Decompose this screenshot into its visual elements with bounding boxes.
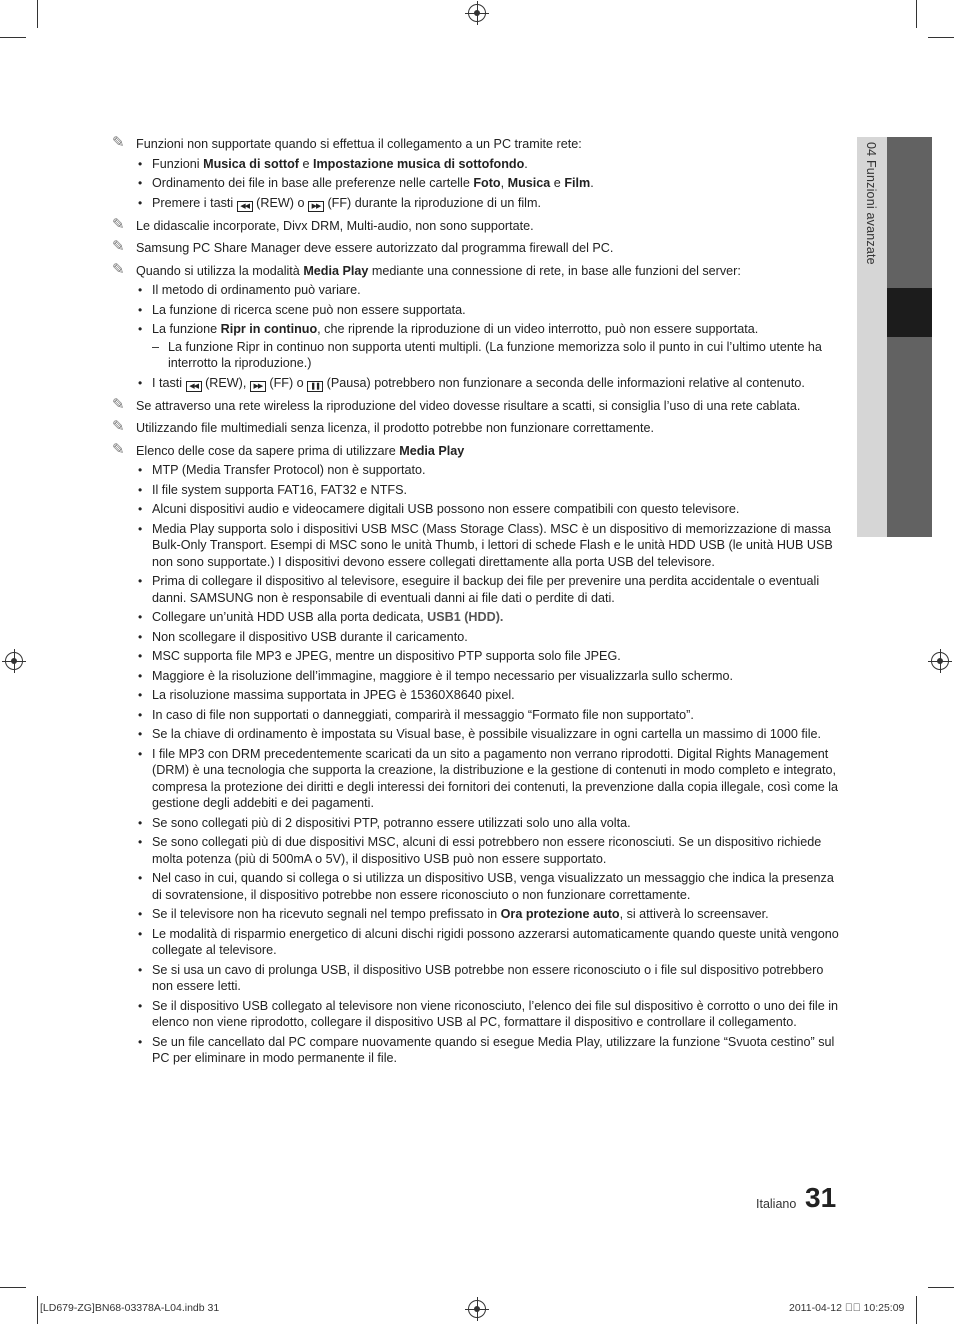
list-item: • Maggiore è la risoluzione dell’immagine, maggiore è il tempo necessario per visualizzarla sullo schermo.	[136, 668, 842, 685]
list-item: • MSC supporta file MP3 e JPEG, mentre un dispositivo PTP supporta solo file JPEG.	[136, 648, 842, 665]
text: (FF) o	[265, 375, 308, 390]
crop-mark	[916, 0, 917, 28]
text: La funzione Ripr in continuo non supporta utenti multipli. (La funzione memorizza solo il punto in cui l’ultimo utente ha interrotto la riproduzione.)	[168, 339, 822, 370]
bullet-list	[136, 282, 842, 392]
text: Funzioni	[152, 156, 204, 171]
crop-mark	[916, 1296, 917, 1324]
notes-content	[112, 136, 842, 1073]
text: I tasti	[152, 375, 186, 390]
note-wireless	[112, 395, 842, 415]
list-item: • Media Play supporta solo i dispositivi USB MSC (Mass Storage Class). MSC è un dispositivo di memorizzazione di massa Bulk-Only Transport. Esempi di MSC sono le unità Thumb, i lettori di schede Flash e le unità HDD USB (le unità HUB USB non sono supportate.) I dispositivi devono essere collegati direttamente alla porta USB del televisore.	[136, 521, 842, 571]
note-subtitles	[112, 215, 842, 235]
bold-term: Ripr in continuo	[220, 322, 318, 336]
dash-mark: –	[152, 339, 160, 354]
text: (REW),	[201, 375, 250, 390]
registration-mark-icon	[468, 1300, 486, 1318]
bullet-list	[136, 156, 842, 212]
bold-term: Media Play	[399, 443, 465, 458]
note-text: Funzioni non supportate quando si effettua il collegamento a un PC tramite rete:	[136, 137, 582, 151]
list-item: • Non scollegare il dispositivo USB durante il caricamento.	[136, 629, 842, 646]
text: (REW) o	[252, 195, 308, 210]
list-item	[136, 195, 842, 212]
text: La funzione	[152, 322, 221, 336]
bullet-list	[136, 462, 842, 1067]
list-item: • Nel caso in cui, quando si collega o si utilizza un dispositivo USB, venga visualizzato un messaggio che indica la presenza di sovratensione, il dispositivo potrebbe non essere riconosciuto o non funzionare correttamente.	[136, 870, 842, 903]
rewind-key-icon: ◀◀	[186, 381, 202, 392]
note-media-play-network	[112, 260, 842, 392]
list-item	[136, 321, 842, 372]
list-item: • Alcuni dispositivi audio e videocamere digitali USB possono non essere compatibili con questo televisore.	[136, 501, 842, 518]
list-item: • Se sono collegati più di 2 dispositivi PTP, potranno essere utilizzati solo uno alla volta.	[136, 815, 842, 832]
crop-mark	[37, 1296, 38, 1324]
text: Collegare un’unità HDD USB alla porta dedicata,	[152, 610, 428, 624]
list-item	[136, 175, 842, 192]
text: , si attiverà lo screensaver.	[619, 907, 769, 921]
list-item: • Se si usa un cavo di prolunga USB, il dispositivo USB potrebbe non essere riconosciuto o i file sul dispositivo potrebbero non essere letti.	[136, 962, 842, 995]
pause-key-icon: ❚❚	[307, 381, 323, 392]
text: e	[298, 156, 313, 171]
bold-term: Musica	[507, 176, 551, 190]
chapter-tab-indicator	[887, 288, 932, 337]
list-item: • Se un file cancellato dal PC compare nuovamente quando si esegue Media Play, utilizzare la funzione “Svuota cestino” sul PC per eliminare in modo permanente il file.	[136, 1034, 842, 1067]
bold-term: Film	[564, 176, 591, 190]
list-item	[136, 375, 842, 392]
list-item: • La funzione di ricerca scene può non essere supportata.	[136, 302, 842, 319]
bold-term: Musica di sottof	[203, 156, 299, 171]
list-item: • MTP (Media Transfer Protocol) non è supportato.	[136, 462, 842, 479]
text: Elenco delle cose da sapere prima di utilizzare	[136, 443, 400, 458]
text: Premere i tasti	[152, 195, 237, 210]
crop-mark	[0, 37, 26, 38]
rewind-key-icon: ◀◀	[237, 201, 253, 212]
pencil-note-icon: ✎	[112, 134, 125, 151]
note-network-pc	[112, 136, 842, 212]
list-item: • Se il dispositivo USB collegato al televisore non viene riconosciuto, l’elenco dei file sul dispositivo è corrotto o uno dei file in elenco non viene riprodotto, collegare il dispositivo USB al PC, formattare il dispositivo e controllare il collegamento.	[136, 998, 842, 1031]
bold-term: Media Play	[303, 263, 369, 278]
note-license	[112, 420, 842, 437]
text: (Pausa) potrebbero non funzionare a seconda delle informazioni relative al contenuto.	[323, 375, 805, 390]
page-language: Italiano	[756, 1197, 797, 1211]
pencil-note-icon: ✎	[112, 418, 125, 435]
pencil-note-icon: ✎	[112, 260, 125, 278]
fast-forward-key-icon: ▶▶	[250, 381, 266, 392]
list-item: • I file MP3 con DRM precedentemente scaricati da un sito a pagamento non verrano riprodotti. Digital Rights Management (DRM) è una tecnologia che supporta la creazione, la distribuzione e la gestione di contenuti in modo completo e integrato, compresa la protezione dei diritti e degli interessi dei fornitori dei contenuti, la prevenzione dalla copia illegale, così come la gestione degli addebiti e dei pagamenti.	[136, 746, 842, 812]
print-file-info: [LD679-ZG]BN68-03378A-L04.indb 31	[40, 1302, 220, 1314]
chapter-tab-label: 04 Funzioni avanzate	[864, 142, 878, 265]
crop-mark	[928, 1287, 954, 1288]
note-text: Utilizzando file multimediali senza licenza, il prodotto potrebbe non funzionare correttamente.	[136, 421, 655, 435]
registration-mark-icon	[468, 4, 486, 22]
list-item	[136, 609, 842, 626]
crop-mark	[37, 0, 38, 28]
text: ,	[500, 176, 508, 190]
chapter-tab-strip	[887, 137, 932, 537]
note-text: Se attraverso una rete wireless la riproduzione del video dovesse risultare a scatti, si consiglia l’uso di una rete cablata.	[136, 398, 801, 413]
sub-note	[152, 339, 842, 372]
list-item: • Il file system supporta FAT16, FAT32 e NTFS.	[136, 482, 842, 499]
registration-mark-icon	[931, 652, 949, 670]
pencil-note-icon: ✎	[112, 440, 125, 458]
pencil-note-icon: ✎	[112, 215, 125, 233]
note-text: Samsung PC Share Manager deve essere autorizzato dal programma firewall del PC.	[136, 241, 614, 255]
port-label: USB1 (HDD).	[427, 610, 504, 624]
fast-forward-key-icon: ▶▶	[308, 201, 324, 212]
list-item: • Prima di collegare il dispositivo al televisore, eseguire il backup dei file per prevenire una perdita accidentale o eventuali danni. SAMSUNG non è responsabile di eventuali danni ai file dati o perdite di dati.	[136, 573, 842, 606]
text: .	[590, 176, 594, 190]
bold-term: Foto	[473, 176, 501, 190]
text: Ordinamento dei file in base alle preferenze nelle cartelle	[152, 176, 474, 190]
list-item: • Se sono collegati più di due dispositivi MSC, alcuni di essi potrebbero non essere riconosciuti. Se un dispositivo richiede molta potenza (più di 500mA o 5V), il dispositivo USB può non essere supportato.	[136, 834, 842, 867]
list-item	[136, 906, 842, 923]
text: e	[550, 176, 565, 190]
bold-term: Impostazione musica di sottofondo	[312, 156, 525, 171]
list-item: • Il metodo di ordinamento può variare.	[136, 282, 842, 299]
text: mediante una connessione di rete, in base alle funzioni del server:	[368, 263, 741, 278]
list-item	[136, 156, 842, 173]
list-item: • Se la chiave di ordinamento è impostata su Visual base, è possibile visualizzare in ogni cartella un massimo di 1000 file.	[136, 726, 842, 743]
text: (FF) durante la riproduzione di un film.	[323, 195, 541, 210]
print-timestamp: 2011-04-12 ￿￿ 10:25:09	[789, 1302, 905, 1314]
note-firewall	[112, 240, 842, 257]
page-number: 31	[805, 1182, 837, 1213]
pencil-note-icon: ✎	[112, 238, 125, 255]
list-item: • La risoluzione massima supportata in JPEG è 15360X8640 pixel.	[136, 687, 842, 704]
registration-mark-icon	[5, 652, 23, 670]
text: Se il televisore non ha ricevuto segnali nel tempo prefissato in	[152, 907, 501, 921]
text: , che riprende la riproduzione di un video interrotto, può non essere supportata.	[317, 322, 759, 336]
bold-term: Ora protezione auto	[500, 907, 620, 921]
text: Quando si utilizza la modalità	[136, 263, 304, 278]
crop-mark	[0, 1287, 26, 1288]
note-text: Le didascalie incorporate, Divx DRM, Multi-audio, non sono supportate.	[136, 218, 534, 233]
crop-mark	[928, 37, 954, 38]
pencil-note-icon: ✎	[112, 395, 125, 413]
list-item: • Le modalità di risparmio energetico di alcuni dischi rigidi possono azzerarsi automaticamente quando queste unità vengono collegate al televisore.	[136, 926, 842, 959]
text: .	[524, 156, 528, 171]
note-media-play-checklist	[112, 440, 842, 1067]
list-item: • In caso di file non supportati o danneggiati, comparirà il messaggio “Formato file non supportato”.	[136, 707, 842, 724]
